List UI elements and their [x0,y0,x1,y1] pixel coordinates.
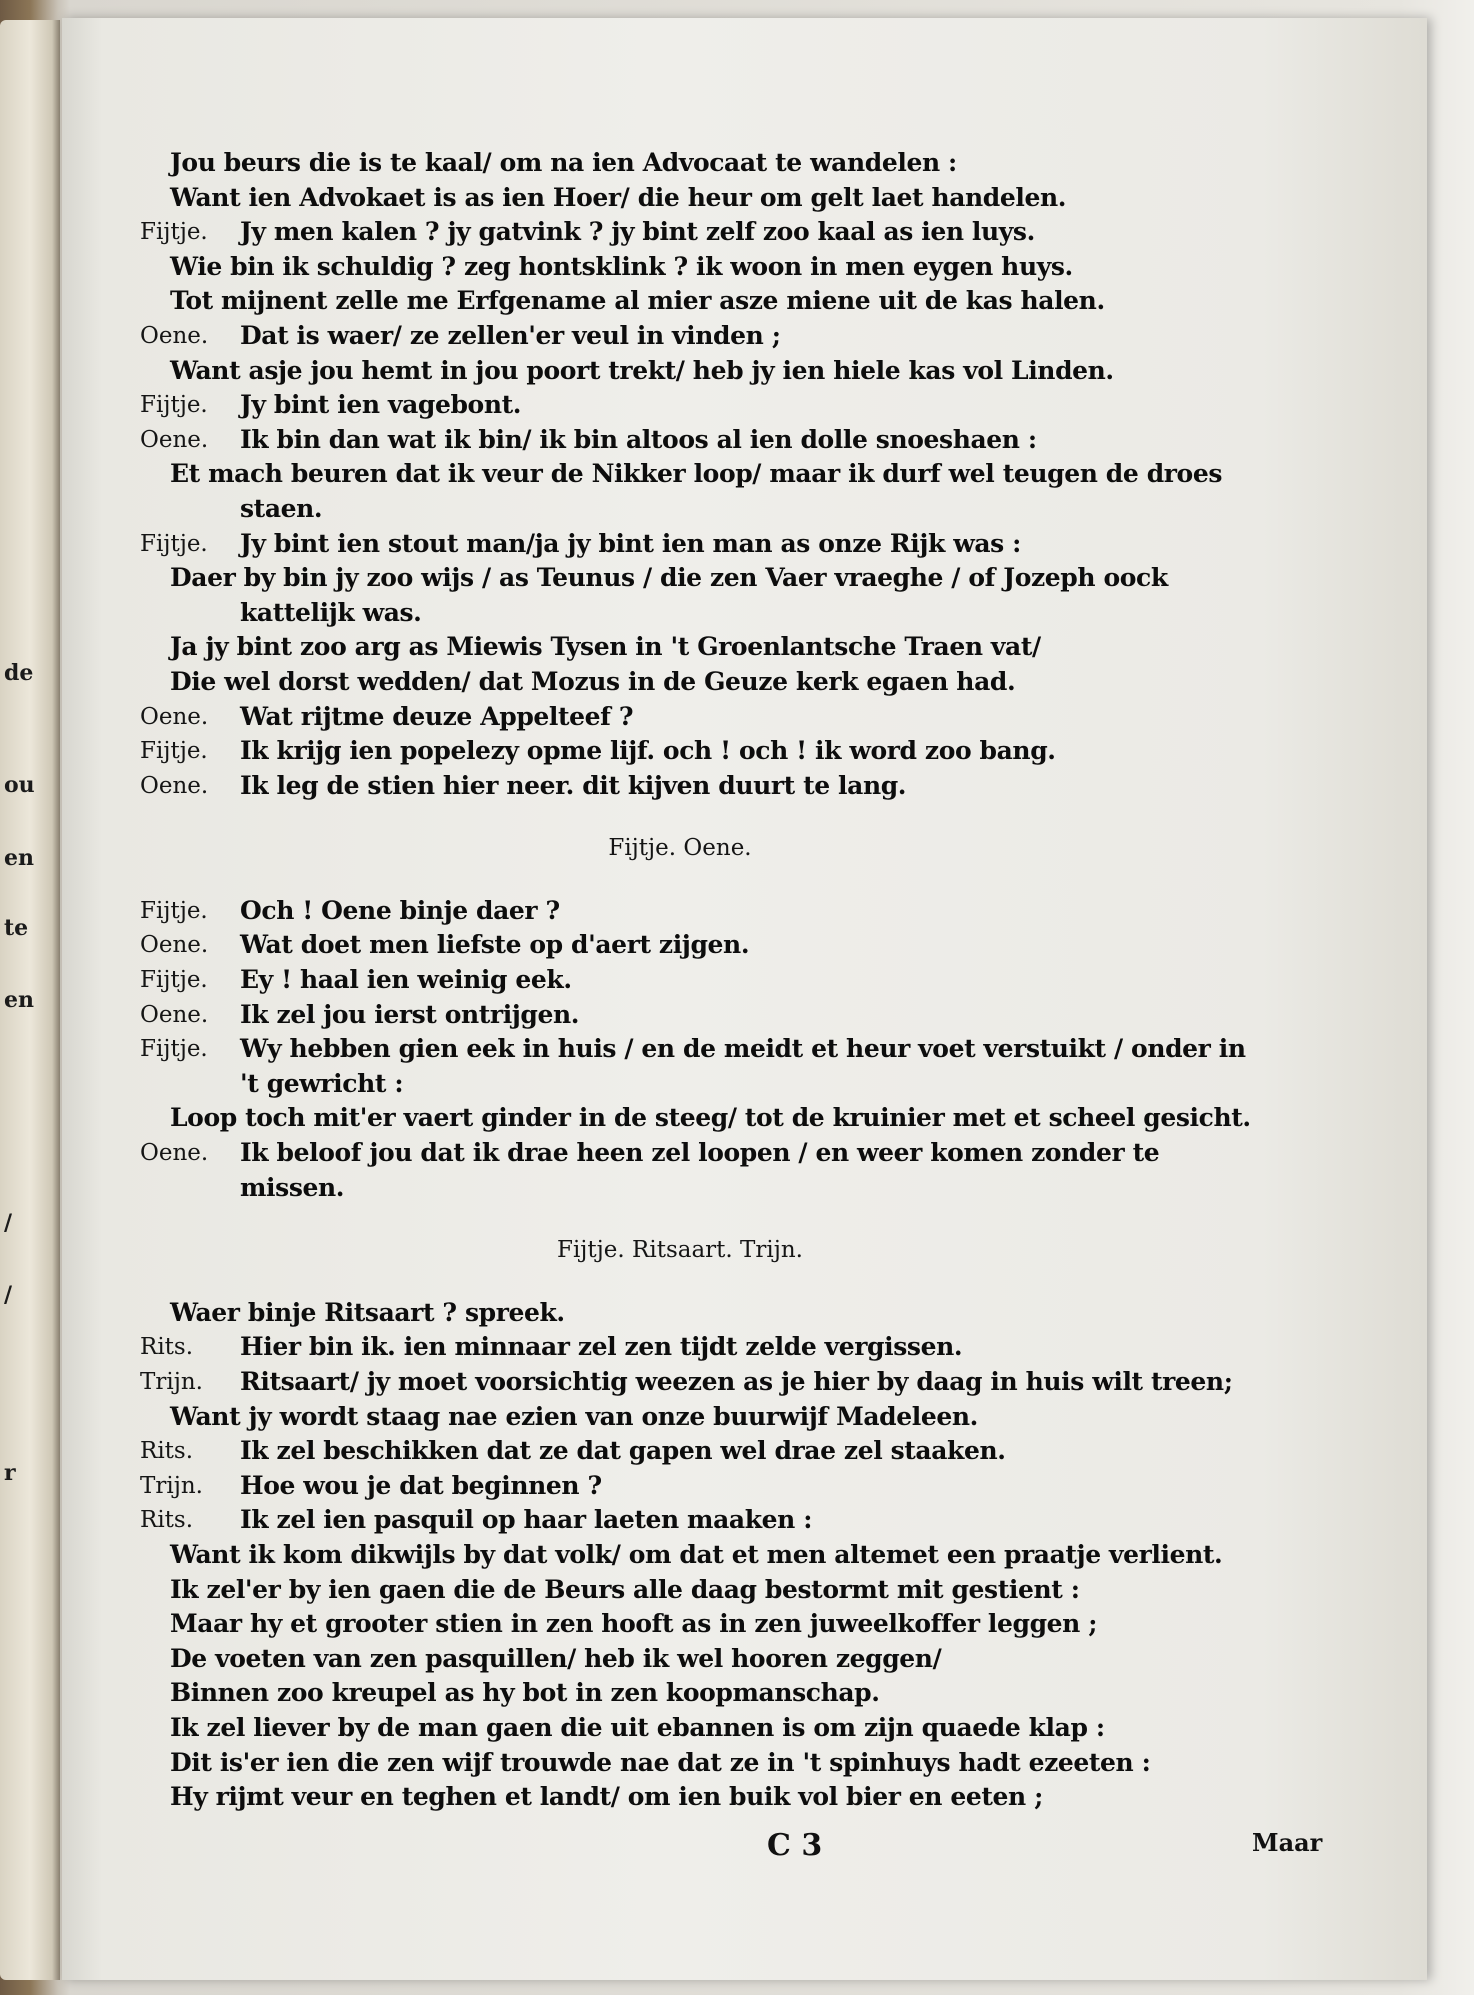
verse-line [140,1365,1415,1400]
verse-line [140,1746,1415,1781]
verse-line [140,928,1415,963]
verse-text: Tot mijnent zelle me Erfgename al mier asze miene uit de kas halen. [170,286,1105,316]
verse-text: Ik zel beschikken dat ze dat gapen wel drae zel staaken. [240,1436,1006,1466]
left-page-fragment: en [4,845,34,871]
verse-text: Want ien Advokaet is as ien Hoer/ die heur om gelt laet handelen. [170,182,1067,212]
verse-text: Wie bin ik schuldig ? zeg hontsklink ? ik woon in men eygen huys. [170,251,1073,281]
verse-line [140,457,1415,492]
speaker-name: Oene. [140,426,209,453]
verse-line [140,1642,1415,1677]
verse-line [140,998,1415,1033]
left-page-fragment: te [4,915,29,941]
verse-text: Ik krijg ien popelezy opme lijf. och ! och ! ik word zoo bang. [240,736,1056,766]
speaker-name: Rits. [140,1438,194,1465]
left-page-fragment: r [4,1460,16,1486]
verse-text: Ik zel ien pasquil op haar laeten maaken : [240,1505,813,1535]
verse-line [140,1607,1415,1642]
page-footer [62,1828,1427,1868]
verse-line [140,1780,1415,1815]
speaker-name: Fijtje. [140,392,208,419]
verse-line [140,630,1415,665]
speaker-name: Oene. [140,1140,209,1167]
verse-line [140,492,1415,527]
verse-line [140,181,1415,216]
left-page-fragment: / [4,1210,13,1236]
verse-line [140,1400,1415,1435]
left-page-fragment: / [4,1282,13,1308]
verse-text: Want ik kom dikwijls by dat volk/ om dat et men altemet een praatje verlient. [170,1539,1223,1569]
verse-line [140,1330,1415,1365]
left-page-fragment: de [4,660,34,686]
verse-line [140,354,1415,389]
verse-text: Hier bin ik. ien minnaar zel zen tijdt zelde vergissen. [240,1332,963,1362]
verse-text: missen. [240,1172,345,1202]
verse-line [140,596,1415,631]
speaker-name: Rits. [140,1507,194,1534]
verse-line [140,1538,1415,1573]
verse-line [140,423,1415,458]
verse-line [140,1434,1415,1469]
verse-line [140,527,1415,562]
scene-heading: Fijtje. Oene. [608,835,752,862]
book-page [62,18,1427,1980]
catchword: Maar [1252,1828,1323,1857]
verse-text: Dit is'er ien die zen wijf trouwde nae dat ze in 't spinhuys hadt ezeeten : [170,1747,1151,1777]
verse-text: Hy rijmt veur en teghen et landt/ om ien buik vol bier en eeten ; [170,1782,1043,1812]
verse-text: staen. [240,493,323,523]
verse-text: Maar hy et grooter stien in zen hooft as in zen juweelkoffer leggen ; [170,1609,1098,1639]
verse-text: kattelijk was. [240,597,422,627]
verse-text: Daer by bin jy zoo wijs / as Teunus / die zen Vaer vraeghe / of Jozeph oock [170,563,1168,593]
verse-text: Binnen zoo kreupel as hy bot in zen koopmanschap. [170,1678,880,1708]
speaker-name: Fijtje. [140,219,208,246]
play-text [140,146,1415,1815]
speaker-name: Oene. [140,703,209,730]
verse-line [140,1469,1415,1504]
speaker-name: Fijtje. [140,738,208,765]
verse-line [140,1711,1415,1746]
section-gap [140,1268,1415,1296]
verse-text: Ik zel liever by de man gaen die uit ebannen is om zijn quaede klap : [170,1712,1105,1742]
verse-text: Ik beloof jou dat ik drae heen zel loopen / en weer komen zonder te [240,1138,1160,1168]
verse-line [140,734,1415,769]
left-page-fragment: ou [4,772,35,798]
verse-line [140,894,1415,929]
speaker-name: Oene. [140,772,209,799]
verse-text: Want asje jou hemt in jou poort trekt/ heb jy ien hiele kas vol Linden. [170,355,1114,385]
verse-text: Och ! Oene binje daer ? [240,895,560,925]
verse-line [140,146,1415,181]
speaker-name: Trijn. [140,1369,203,1395]
speaker-name: Oene. [140,1001,209,1028]
verse-line [140,250,1415,285]
verse-text: Ik leg de stien hier neer. dit kijven duurt te lang. [240,770,907,800]
verse-line [140,665,1415,700]
speaker-name: Fijtje. [140,1036,208,1063]
scene-heading: Fijtje. Ritsaart. Trijn. [556,1237,803,1264]
verse-text: Ey ! haal ien weinig eek. [240,965,572,995]
verse-text: Dat is waer/ ze zellen'er veul in vinden ; [240,320,781,350]
verse-line [140,769,1415,804]
verse-text: Wy hebben gien eek in huis / en de meidt et heur voet verstuikt / onder in [240,1034,1246,1064]
verse-line [140,319,1415,354]
verse-text: Loop toch mit'er vaert ginder in de steeg/ tot de kruinier met et scheel gesicht. [170,1103,1251,1133]
speaker-name: Rits. [140,1334,194,1361]
verse-line [140,963,1415,998]
verse-text: Jou beurs die is te kaal/ om na ien Advocaat te wandelen : [170,148,957,177]
verse-text: Jy bint ien stout man/ja jy bint ien man as onze Rijk was : [240,528,1021,558]
verse-text: Jy men kalen ? jy gatvink ? jy bint zelf zoo kaal as ien luys. [240,217,1035,247]
verse-text: Die wel dorst wedden/ dat Mozus in de Geuze kerk egaen had. [170,666,1016,696]
verse-line [140,1067,1415,1102]
speaker-name: Fijtje. [140,967,208,994]
verse-text: Ik zel jou ierst ontrijgen. [240,999,580,1029]
verse-text: Wat doet men liefste op d'aert zijgen. [240,930,750,960]
verse-line [140,1296,1415,1331]
left-facing-page [0,20,60,1980]
verse-text: Wat rijtme deuze Appelteef ? [240,701,634,731]
verse-text: Ja jy bint zoo arg as Miewis Tysen in 't Groenlantsche Traen vat/ [170,632,1041,662]
speaker-name: Oene. [140,932,209,959]
verse-text: 't gewricht : [240,1068,404,1098]
verse-text: Ritsaart/ jy moet voorsichtig weezen as je hier by daag in huis wilt treen; [240,1367,1233,1396]
verse-line [140,1101,1415,1136]
verse-text: Ik bin dan wat ik bin/ ik bin altoos al ien dolle snoeshaen : [240,424,1037,454]
verse-text: Want jy wordt staag nae ezien van onze buurwijf Madeleen. [170,1401,978,1431]
verse-line [140,215,1415,250]
verse-line [140,1136,1415,1171]
verse-line [140,284,1415,319]
verse-text: Et mach beuren dat ik veur de Nikker loop/ maar ik durf wel teugen de droes [170,459,1222,489]
section-gap [140,803,1415,831]
verse-line [140,1573,1415,1608]
verse-line [140,1676,1415,1711]
verse-line [140,561,1415,596]
speaker-name: Fijtje. [140,530,208,557]
verse-line [140,1503,1415,1538]
verse-text: De voeten van zen pasquillen/ heb ik wel hooren zeggen/ [170,1643,942,1673]
verse-line [140,1171,1415,1206]
verse-line [140,700,1415,735]
verse-text: Waer binje Ritsaart ? spreek. [170,1297,565,1327]
verse-text: Jy bint ien vagebont. [240,390,522,420]
speaker-name: Oene. [140,322,209,349]
section-gap [140,1205,1415,1233]
section-gap [140,866,1415,894]
verse-text: Ik zel'er by ien gaen die de Beurs alle daag bestormt mit gestient : [170,1574,1080,1604]
signature-mark: C 3 [767,1828,823,1863]
speaker-name: Trijn. [140,1472,203,1499]
verse-line [140,388,1415,423]
speaker-name: Fijtje. [140,897,208,924]
left-page-fragment: en [4,987,34,1013]
verse-text: Hoe wou je dat beginnen ? [240,1470,602,1500]
verse-line [140,1032,1415,1067]
